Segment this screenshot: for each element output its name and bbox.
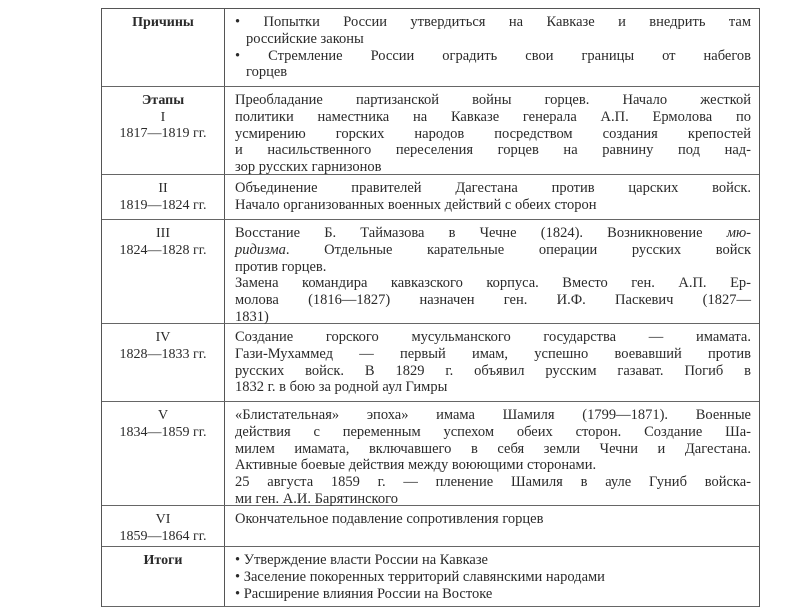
content-line: 1832 г. в бою за родной аул Гимры: [235, 379, 448, 396]
row-header: [102, 402, 225, 505]
caucasian-war-table: [101, 8, 760, 607]
content-line: Восстание Б. Таймазова в Чечне (1824). Возникновение мю-: [235, 225, 751, 241]
content-line: «Блистательная» эпоха» имама Шамиля (1799—1871). Военные: [235, 407, 751, 423]
content-line: горцев: [246, 64, 288, 81]
row-header: [102, 87, 225, 174]
content-line: 1831): [235, 308, 269, 325]
content-line: молова (1816—1827) назначен ген. И.Ф. Паскевич (1827—: [235, 292, 751, 309]
row-header-line: VI: [155, 512, 171, 527]
content-line: действия с переменным успехом обеих сторон. Создание Ша-: [235, 423, 751, 440]
row-header-line: 1859—1864 гг.: [119, 528, 207, 544]
row-stage-5: [102, 402, 759, 506]
content-line: усмирению горских народов посредством создания крепостей: [235, 125, 751, 142]
row-header: [102, 324, 225, 401]
content-line: русских войск. В 1829 г. объявил русским газават. Погиб в: [235, 362, 751, 379]
row-stage-4: [102, 324, 759, 402]
row-content: [225, 324, 759, 401]
row-content: [225, 506, 759, 546]
bullet-item: • Расширение влияния России на Востоке: [235, 586, 751, 603]
row-header-line: Итоги: [143, 553, 183, 568]
row-stage-6: [102, 506, 759, 547]
content-line: ми ген. А.И. Барятинского: [235, 490, 398, 507]
row-header: [102, 9, 225, 86]
row-content: [225, 220, 759, 323]
bullet-item: • Стремление России оградить свои границы от набегов: [235, 48, 751, 65]
content-line: российские законы: [246, 30, 364, 47]
row-header-line: I: [160, 109, 166, 125]
row-content: [225, 547, 759, 606]
row-stage-3: [102, 220, 759, 324]
row-stage-2: [102, 175, 759, 220]
row-content: [225, 87, 759, 174]
row-header-line: 1834—1859 гг.: [119, 424, 207, 440]
row-content: [225, 402, 759, 505]
content-line: Объединение правителей Дагестана против царских войск.: [235, 180, 751, 196]
bullet-item: • Попытки России утвердиться на Кавказе и внедрить там: [235, 14, 751, 31]
content-line: Начало организованных военных действий с обеих сторон: [235, 196, 597, 213]
row-stage-1: [102, 87, 759, 175]
content-line: политики наместника на Кавказе генерала А.П. Ермолова по: [235, 108, 751, 125]
content-line: милем имамата, включавшего в себя земли Чечни и Дагестана.: [235, 440, 751, 457]
content-line: ридизма. Отдельные карательные операции русских войск: [235, 241, 751, 258]
row-header-line: 1817—1819 гг.: [119, 126, 207, 141]
content-line: Гази-Мухаммед — первый имам, успешно воевавший против: [235, 345, 751, 362]
content-line: против горцев.: [235, 258, 327, 275]
row-header-line: 1824—1828 гг.: [119, 242, 207, 258]
row-header-line: Этапы: [141, 93, 185, 108]
content-line: Активные боевые действия между воюющими сторонами.: [235, 457, 597, 474]
content-line: Окончательное подавление сопротивления горцев: [235, 511, 544, 527]
row-header-line: Причины: [132, 15, 194, 30]
row-header-line: V: [157, 408, 169, 423]
row-results: [102, 547, 759, 607]
row-header-line: 1828—1833 гг.: [119, 346, 207, 362]
row-header-line: 1819—1824 гг.: [119, 197, 207, 213]
row-header: [102, 547, 225, 606]
bullet-item: • Заселение покоренных территорий славянскими народами: [235, 569, 751, 586]
content-line: Замена командира кавказского корпуса. Вместо ген. А.П. Ер-: [235, 275, 751, 292]
content-line: зор русских гарнизонов: [235, 159, 382, 176]
content-line: Преобладание партизанской войны горцев. Начало жесткой: [235, 92, 751, 108]
row-header: [102, 506, 225, 546]
bullet-item: • Утверждение власти России на Кавказе: [235, 552, 751, 569]
row-content: [225, 9, 759, 86]
row-header-line: III: [156, 226, 170, 241]
row-content: [225, 175, 759, 219]
row-header: [102, 220, 225, 323]
row-header: [102, 175, 225, 219]
row-causes: [102, 9, 759, 87]
content-line: 25 августа 1859 г. — пленение Шамиля в ауле Гуниб войска-: [235, 474, 751, 491]
content-line: и насильственного переселения горцев на равнину под над-: [235, 142, 751, 159]
row-header-line: IV: [155, 330, 171, 345]
content-line: Создание горского мусульманского государства — имамата.: [235, 329, 751, 345]
row-header-line: II: [158, 181, 168, 196]
